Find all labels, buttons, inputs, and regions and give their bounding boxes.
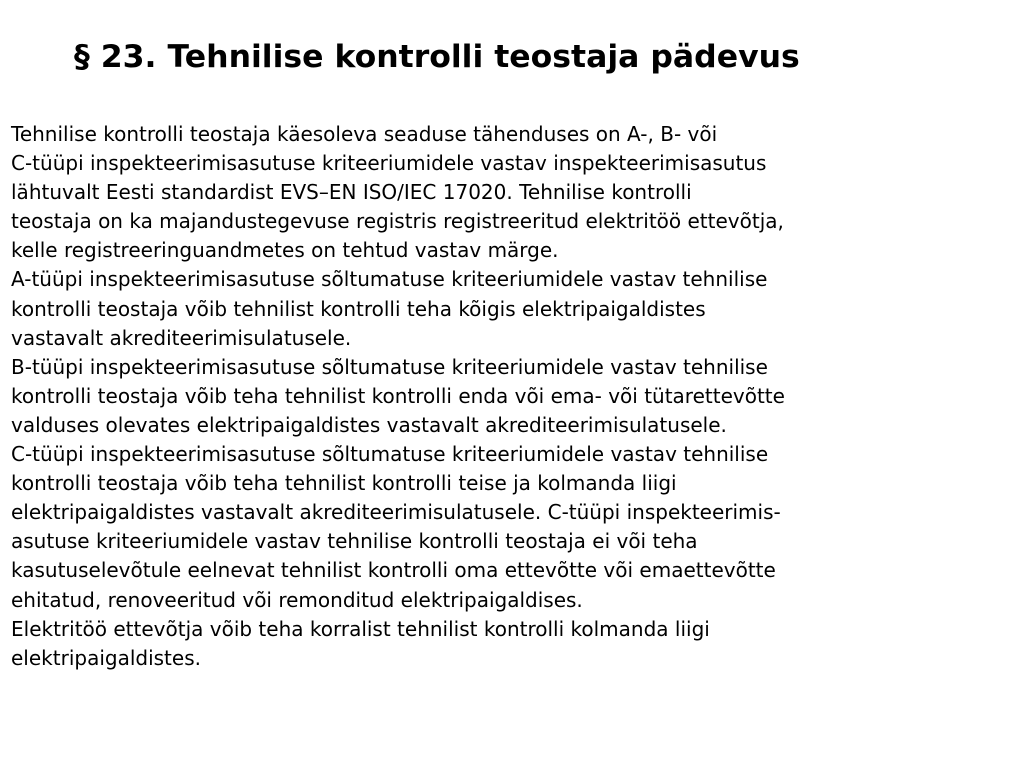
text-line: C-tüüpi inspekteerimisasutuse sõltumatuse kriteeriumidele vastav tehnilise xyxy=(11,442,769,467)
text-line: elektripaigaldistes vastavalt akrediteerimisulatusele. C-tüüpi inspekteerimis- xyxy=(11,500,781,525)
text-line: Tehnilise kontrolli teostaja käesoleva seaduse tähenduses on A-, B- või xyxy=(11,122,718,146)
body-text xyxy=(11,120,1016,673)
text-line: valduses olevates elektripaigaldistes vastavalt akrediteerimisulatusele. xyxy=(11,412,727,437)
text-line: elektripaigaldistes. xyxy=(11,645,201,670)
text-line: teostaja on ka majandustegevuse registris registreeritud elektritöö ettevõtja, xyxy=(11,209,784,234)
text-line: vastavalt akrediteerimisulatusele. xyxy=(11,325,352,350)
text-line: ehitatud, renoveeritud või remonditud elektripaigaldises. xyxy=(11,587,583,612)
text-line: lähtuvalt Eesti standardist EVS–EN ISO/IEC 17020. Tehnilise kontrolli xyxy=(11,180,692,205)
text-line: asutuse kriteeriumidele vastav tehnilise kontrolli teostaja ei või teha xyxy=(11,529,698,554)
text-line: Elektritöö ettevõtja võib teha korralist tehnilist kontrolli kolmanda liigi xyxy=(11,616,710,641)
text-line: C-tüüpi inspekteerimisasutuse kriteeriumidele vastav inspekteerimisasutus xyxy=(11,151,767,176)
text-line: kontrolli teostaja võib tehnilist kontrolli teha kõigis elektripaigaldistes xyxy=(11,296,706,321)
text-line: kelle registreeringuandmetes on tehtud vastav märge. xyxy=(11,238,559,263)
text-line: A-tüüpi inspekteerimisasutuse sõltumatuse kriteeriumidele vastav tehnilise xyxy=(11,267,768,292)
text-line: kontrolli teostaja võib teha tehnilist kontrolli enda või ema- või tütarettevõtte xyxy=(11,383,785,408)
page-title: § 23. Tehnilise kontrolli teostaja pädevus xyxy=(74,39,800,75)
text-line: B-tüüpi inspekteerimisasutuse sõltumatuse kriteeriumidele vastav tehnilise xyxy=(11,354,768,379)
text-line: kasutuselevõtule eelnevat tehnilist kontrolli oma ettevõtte või emaettevõtte xyxy=(11,558,776,583)
text-line: kontrolli teostaja võib teha tehnilist kontrolli teise ja kolmanda liigi xyxy=(11,471,677,496)
